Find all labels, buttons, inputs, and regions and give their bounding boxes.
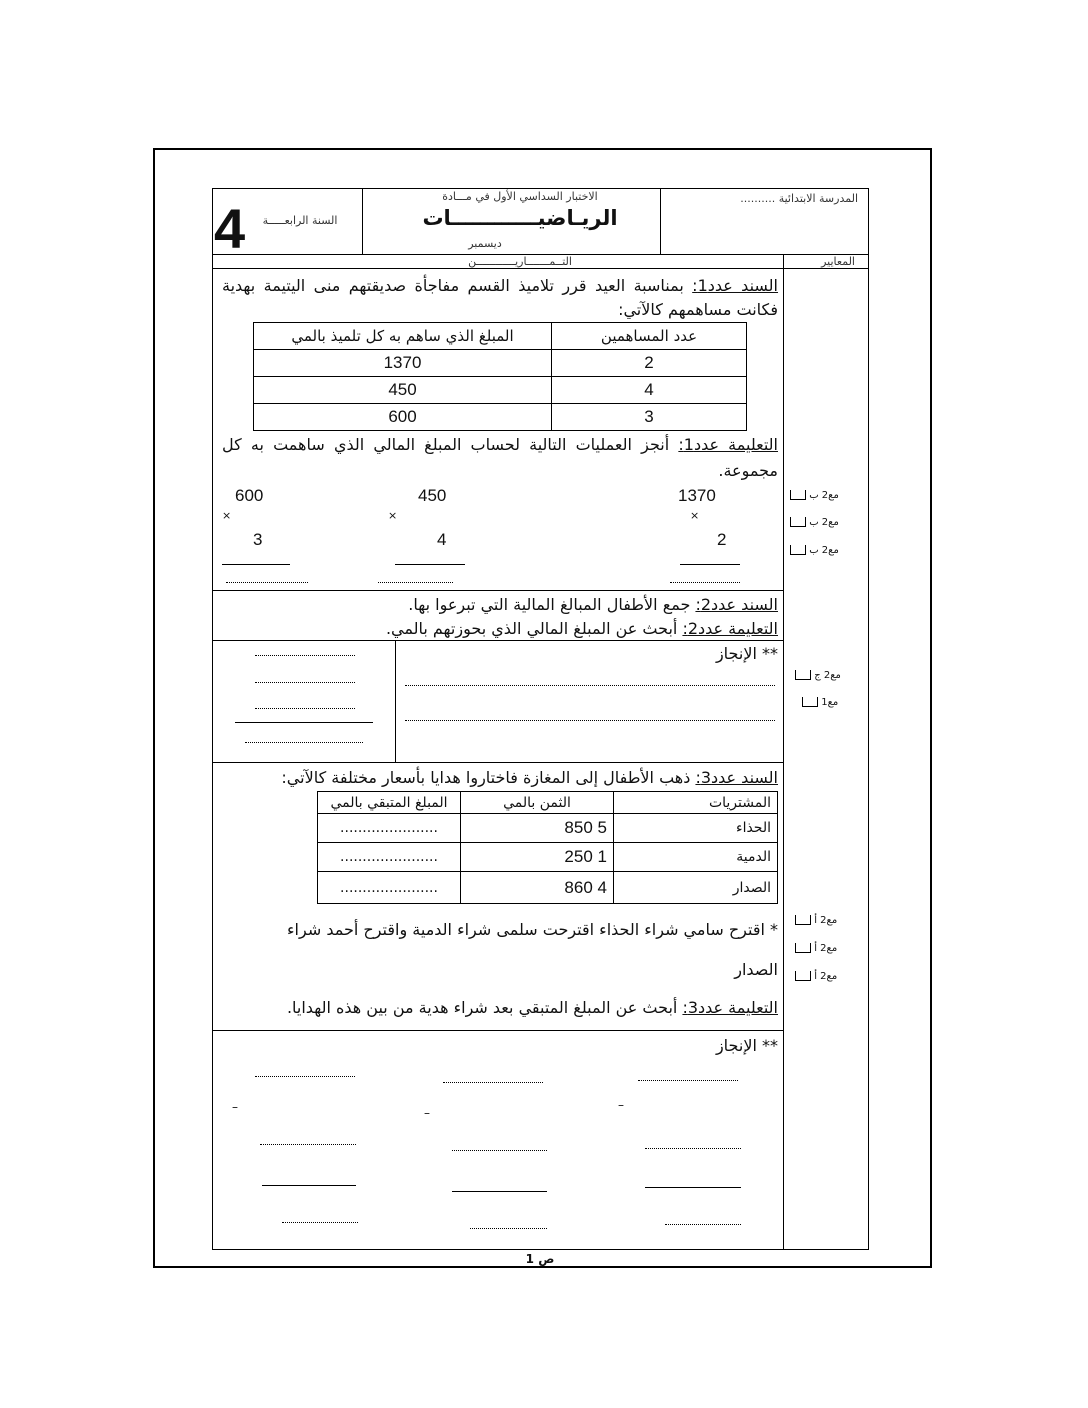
cell-price: 5 850: [461, 814, 614, 843]
op3-top: 600: [235, 486, 264, 505]
criterion-3b: [795, 943, 837, 954]
sub2-dots-top[interactable]: [443, 1082, 543, 1083]
criterion-2b: [802, 697, 838, 708]
school-name: المدرسة الابتدائية ..........: [740, 192, 858, 205]
sanad-2: [222, 594, 778, 616]
contributions-table: [253, 322, 747, 431]
cell-item: الدمية: [614, 843, 778, 872]
op3-times: ×: [222, 509, 232, 522]
instruction-1: [222, 432, 778, 484]
table-row: [318, 843, 778, 872]
sub3-dots-mid[interactable]: [260, 1144, 356, 1145]
cell-price: 4 860: [461, 872, 614, 904]
sub2-result-line: [452, 1191, 547, 1192]
sub1-dots-mid[interactable]: [645, 1148, 741, 1149]
score-box[interactable]: [795, 971, 811, 981]
table-row: [254, 404, 747, 431]
addition-dots-2[interactable]: [255, 682, 355, 683]
cell-amount: 450: [254, 377, 552, 404]
cell-amount: 600: [254, 404, 552, 431]
grade-label: السنة الرابعـــــة: [262, 214, 338, 227]
cell-rest[interactable]: ......................: [318, 814, 461, 843]
sep-1: [212, 590, 784, 591]
work-divider: [395, 640, 396, 762]
instruction-1-text: أنجز العمليات التالية لحساب المبلغ المالي الذي ساهمت به كل مجموعة.: [222, 435, 778, 480]
sub1-result-line: [645, 1187, 741, 1188]
purchases-table: [317, 791, 778, 904]
addition-dots-3[interactable]: [255, 708, 355, 709]
proposal-line-2: الصدار: [734, 960, 778, 979]
criterion-label: مع2 أ: [814, 915, 838, 926]
score-box[interactable]: [790, 490, 806, 500]
col-header-price: الثمن بالمي: [461, 792, 614, 814]
instruction-2-text: أبحث عن المبلغ المالي الذي بحوزتهم بالمي.: [385, 619, 683, 638]
op1-bottom: 2: [717, 530, 727, 549]
header-divider-1: [362, 188, 363, 254]
op2-bottom: 4: [437, 530, 447, 549]
sub2-dots-mid[interactable]: [452, 1150, 547, 1151]
exam-month: ديسمبر: [468, 237, 502, 250]
subject-title: الريـاضيــــــــــــات: [422, 206, 618, 230]
table-row: [318, 872, 778, 904]
cell-item: الحذاء: [614, 814, 778, 843]
cell-count: 4: [552, 377, 747, 404]
sanad-3-label: السند عدد3:: [695, 768, 778, 787]
addition-result-dots[interactable]: [245, 742, 363, 743]
sanad-1-text: بمناسبة العيد قرر تلاميذ القسم مفاجأة صديقتهم منى اليتيمة بهدية فكانت مساهمهم كالآتي:: [222, 276, 778, 319]
header-divider-2: [660, 188, 661, 254]
sub1-result-dots[interactable]: [665, 1224, 741, 1225]
criterion-label: مع2 ب: [809, 490, 839, 501]
col-header-rest: المبلغ المتبقي بالمي: [318, 792, 461, 814]
criterion-label: مع2 أ: [814, 943, 838, 954]
sep-4: [212, 1030, 784, 1031]
criterion-label: مع1: [821, 697, 839, 708]
subheader-bottom-line: [212, 268, 869, 269]
sub2-result-dots[interactable]: [470, 1228, 547, 1229]
page-number: ص 1: [525, 1252, 555, 1266]
op3-bottom: 3: [253, 530, 263, 549]
op2-result-line: [395, 564, 465, 565]
grid-bottom: [212, 1249, 869, 1250]
op3-result-line: [222, 564, 290, 565]
exercises-header: التــمـــــــاريــــــــــــن: [468, 255, 572, 268]
grid-right: [868, 188, 869, 1250]
criterion-3a: [795, 915, 837, 926]
sanad-1-label: السند عدد1:: [692, 276, 779, 295]
cell-count: 2: [552, 350, 747, 377]
sanad-3-text: ذهب الأطفال إلى المغازة فاختاروا هدايا بأسعار مختلفة كالآتي:: [281, 768, 696, 787]
sanad-3: [222, 767, 778, 789]
cell-count: 3: [552, 404, 747, 431]
col-header-count: عدد المساهمين: [552, 323, 747, 350]
score-box[interactable]: [795, 943, 811, 953]
criterion-3c: [795, 971, 837, 982]
score-box[interactable]: [790, 517, 806, 527]
cell-amount: 1370: [254, 350, 552, 377]
table-row: [254, 350, 747, 377]
score-box[interactable]: [795, 670, 811, 680]
work-line-2a[interactable]: [405, 685, 775, 686]
criterion-1b: [790, 517, 839, 528]
op3-answer-dots[interactable]: [226, 582, 308, 583]
cell-item: الصدار: [614, 872, 778, 904]
col-header-item: المشتريات: [614, 792, 778, 814]
sub3-result-dots[interactable]: [282, 1222, 358, 1223]
sub3-result-line: [262, 1185, 356, 1186]
sanad-1: [222, 274, 778, 322]
criterion-label: مع2 ب: [809, 517, 839, 528]
col-header-amount: المبلغ الذي ساهم به كل تلميذ بالمي: [254, 323, 552, 350]
cell-price: 1 250: [461, 843, 614, 872]
instruction-2-label: التعليمة عدد2:: [682, 619, 778, 638]
criterion-2a: [795, 670, 841, 681]
criteria-column-divider: [783, 254, 784, 1250]
criterion-label: مع2 ج: [814, 670, 841, 681]
criterion-label: مع2 أ: [814, 971, 838, 982]
op1-result-line: [680, 564, 740, 565]
instruction-2: [222, 618, 778, 640]
work-label-3: ** الإنجاز: [715, 1036, 778, 1055]
table-row: [254, 377, 747, 404]
sep-3: [212, 762, 784, 763]
instruction-1-label: التعليمة عدد1:: [678, 435, 778, 454]
op1-times: ×: [690, 509, 700, 522]
sep-2: [212, 640, 784, 641]
criterion-1a: [790, 490, 839, 501]
op2-top: 450: [418, 486, 447, 505]
sanad-2-text: جمع الأطفال المبالغ المالية التي تبرعوا بها.: [408, 595, 696, 614]
addition-result-line: [235, 722, 373, 723]
table-row: [318, 814, 778, 843]
score-box[interactable]: [802, 697, 818, 707]
work-line-2b[interactable]: [405, 720, 775, 721]
sub1-dots-top[interactable]: [638, 1080, 738, 1081]
sub2-minus: –: [424, 1106, 430, 1120]
criteria-header: المعايير: [821, 255, 855, 268]
instruction-3: [222, 997, 778, 1019]
op1-top: 1370: [678, 486, 716, 505]
sub1-minus: –: [618, 1098, 624, 1112]
op2-times: ×: [388, 509, 398, 522]
op2-answer-dots[interactable]: [378, 582, 453, 583]
score-box[interactable]: [795, 915, 811, 925]
work-label-2: ** الإنجاز: [715, 644, 778, 663]
op1-answer-dots[interactable]: [670, 582, 740, 583]
proposal-line-1: * اقترح سامي شراء الحذاء اقترحت سلمى شراء الدمية واقترح أحمد شراء: [287, 920, 778, 939]
addition-dots-1[interactable]: [255, 655, 355, 656]
score-box[interactable]: [790, 545, 806, 555]
instruction-3-text: أبحث عن المبلغ المتبقي بعد شراء هدية من بين هذه الهدايا.: [286, 998, 683, 1017]
criterion-label: مع2 ب: [809, 545, 839, 556]
cell-rest[interactable]: ......................: [318, 843, 461, 872]
sub3-dots-top[interactable]: [255, 1076, 355, 1077]
grid-left: [212, 188, 213, 1250]
grade-number: 4: [214, 197, 246, 260]
criterion-1c: [790, 545, 839, 556]
sanad-2-label: السند عدد2:: [695, 595, 778, 614]
cell-rest[interactable]: ......................: [318, 872, 461, 904]
sub3-minus: –: [232, 1100, 238, 1114]
instruction-3-label: التعليمة عدد3:: [682, 998, 778, 1017]
grid-top: [212, 188, 869, 189]
exam-title: الاختبار السداسي الأول في مـــادة: [442, 190, 598, 203]
